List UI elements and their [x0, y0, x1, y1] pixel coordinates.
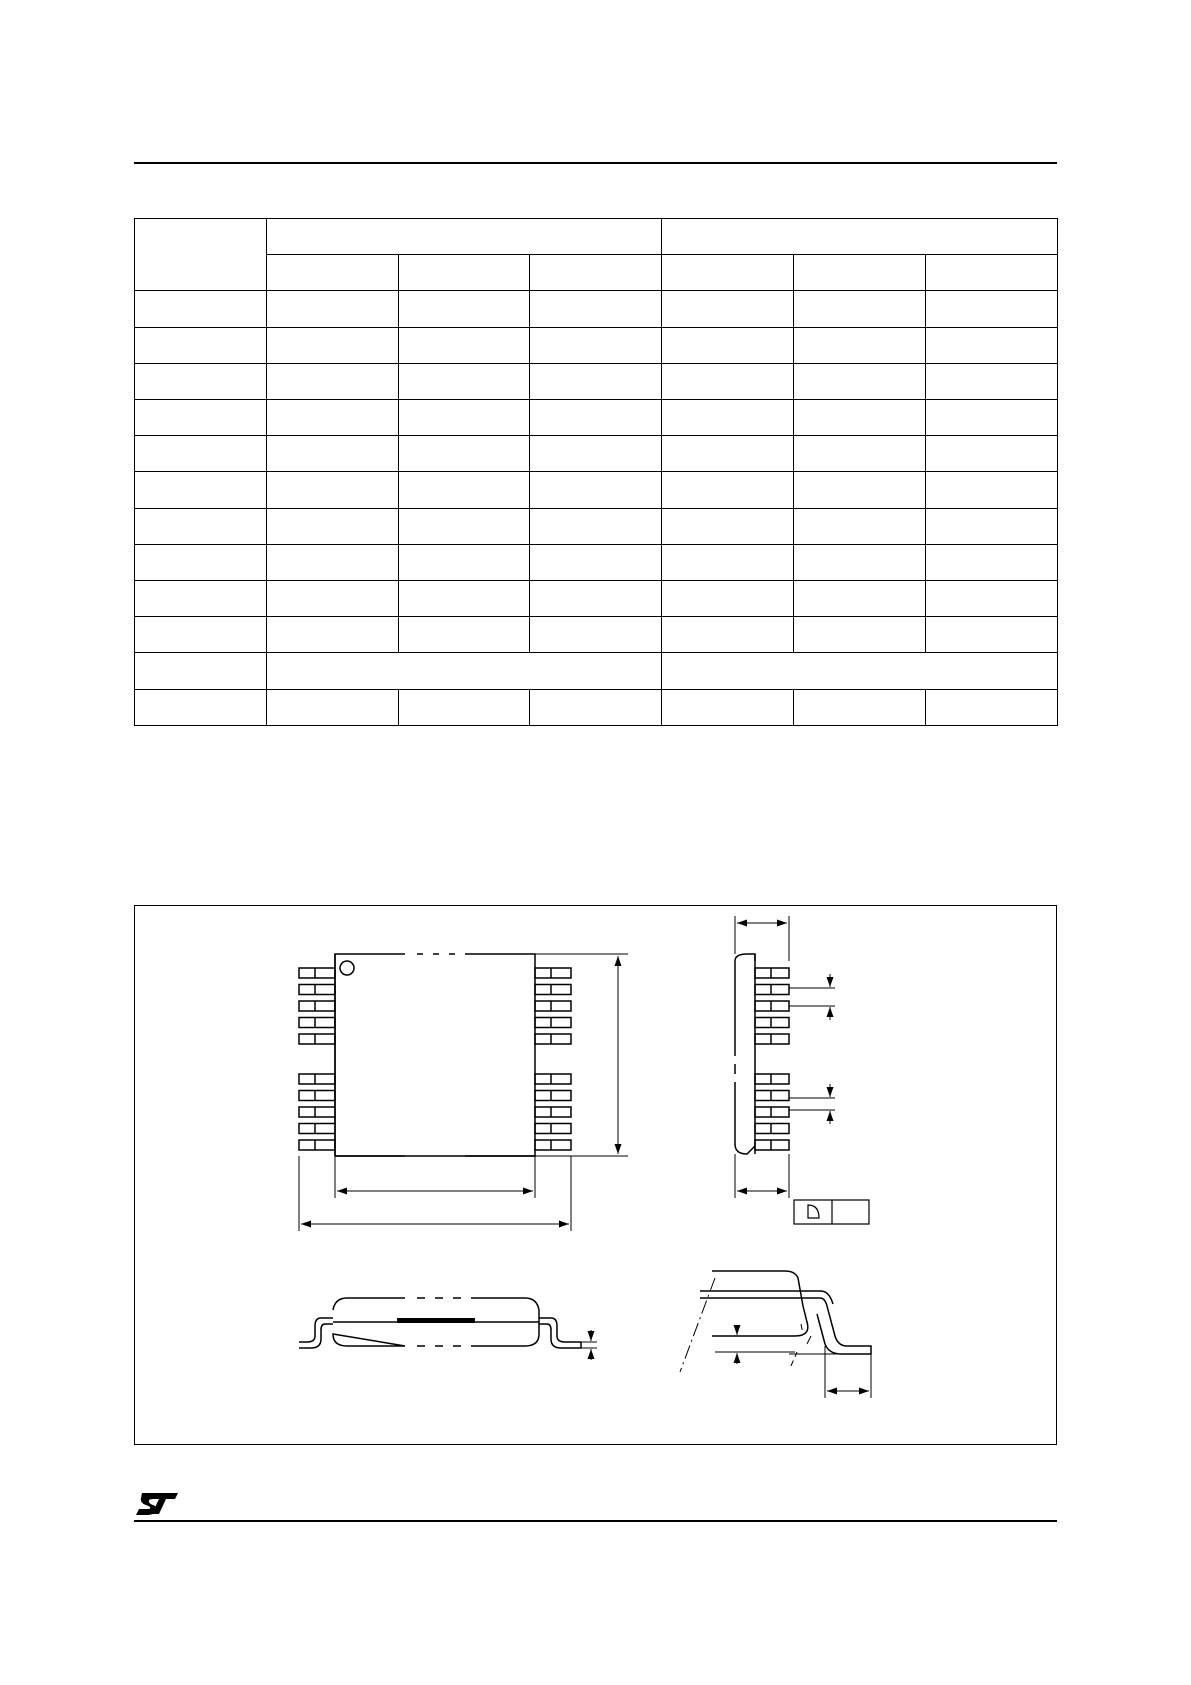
table-cell	[662, 617, 794, 653]
table-cell	[662, 508, 794, 544]
table-cell	[662, 581, 794, 617]
table-cell	[267, 327, 399, 363]
table-cell	[926, 255, 1058, 291]
header-rule	[134, 162, 1057, 164]
table-cell	[135, 617, 267, 653]
table-row	[135, 472, 1058, 508]
table-cell	[267, 291, 399, 327]
table-cell	[794, 363, 926, 399]
table-cell	[662, 544, 794, 580]
table-cell	[135, 581, 267, 617]
package-lead	[535, 1001, 571, 1011]
table-cell	[662, 653, 1058, 689]
package-lead	[755, 968, 789, 978]
table-cell	[530, 400, 662, 436]
table-cell	[926, 327, 1058, 363]
table-row-merged	[135, 653, 1058, 689]
table-cell	[794, 689, 926, 725]
package-lead	[299, 1001, 335, 1011]
table-cell	[267, 255, 399, 291]
package-lead	[535, 1140, 571, 1150]
table-cell	[267, 472, 399, 508]
table-header-row	[135, 219, 1058, 255]
table-cell	[399, 508, 530, 544]
package-lead	[755, 985, 789, 995]
package-lead	[535, 1074, 571, 1084]
table-cell	[399, 291, 530, 327]
table-cell	[662, 472, 794, 508]
table-cell	[662, 689, 794, 725]
table-cell	[794, 617, 926, 653]
package-lead	[299, 1107, 335, 1117]
table-cell	[926, 472, 1058, 508]
package-lead	[755, 1124, 789, 1134]
table-cell	[926, 617, 1058, 653]
table-cell	[135, 363, 267, 399]
top-view	[299, 954, 628, 1231]
table-cell	[399, 255, 530, 291]
st-logo-icon	[134, 1491, 184, 1517]
table-cell	[399, 689, 530, 725]
table-cell	[926, 581, 1058, 617]
table-cell	[267, 581, 399, 617]
package-lead	[755, 1034, 789, 1044]
table-cell	[794, 291, 926, 327]
package-lead	[299, 1018, 335, 1028]
table-cell	[399, 472, 530, 508]
package-lead	[299, 1091, 335, 1101]
table-cell	[135, 653, 267, 689]
package-lead	[755, 1140, 789, 1150]
table-row	[135, 617, 1058, 653]
table-cell	[530, 689, 662, 725]
table-cell	[399, 436, 530, 472]
table-cell	[530, 436, 662, 472]
table-cell	[399, 581, 530, 617]
table-row	[135, 291, 1058, 327]
package-drawing	[135, 906, 1056, 1444]
table-row	[135, 508, 1058, 544]
table-cell	[530, 544, 662, 580]
front-view	[299, 1298, 597, 1360]
table-cell	[530, 472, 662, 508]
table-cell	[662, 255, 794, 291]
package-lead	[535, 985, 571, 995]
table-cell	[135, 689, 267, 725]
table-cell	[926, 544, 1058, 580]
table-cell	[794, 472, 926, 508]
table-cell	[135, 508, 267, 544]
table-cell	[926, 689, 1058, 725]
table-cell	[926, 436, 1058, 472]
table-row	[135, 400, 1058, 436]
table-header-cell	[135, 219, 267, 291]
table-row	[135, 363, 1058, 399]
table-cell	[399, 400, 530, 436]
table-cell	[662, 400, 794, 436]
table-cell	[135, 436, 267, 472]
package-lead	[299, 1124, 335, 1134]
table-cell	[267, 400, 399, 436]
table-cell	[530, 255, 662, 291]
table-cell	[794, 508, 926, 544]
table-cell	[662, 327, 794, 363]
table-cell	[794, 581, 926, 617]
table-cell	[794, 327, 926, 363]
table-cell	[794, 400, 926, 436]
table-cell	[267, 508, 399, 544]
table-cell	[267, 544, 399, 580]
table-cell	[794, 255, 926, 291]
package-lead	[535, 1034, 571, 1044]
dimensions-table	[134, 218, 1058, 726]
table-cell	[530, 617, 662, 653]
table-cell	[926, 363, 1058, 399]
table-cell	[530, 581, 662, 617]
table-header-cell	[662, 219, 1058, 255]
table-row	[135, 327, 1058, 363]
table-cell	[662, 436, 794, 472]
package-lead	[535, 1091, 571, 1101]
table-subheader-row	[135, 255, 1058, 291]
table-row	[135, 436, 1058, 472]
table-row	[135, 544, 1058, 580]
table-cell	[926, 508, 1058, 544]
lead-detail-view	[680, 1271, 871, 1398]
table-cell	[662, 363, 794, 399]
table-header-cell	[267, 219, 662, 255]
table-cell	[267, 617, 399, 653]
package-lead	[755, 1107, 789, 1117]
table-cell	[926, 291, 1058, 327]
table-cell	[399, 617, 530, 653]
package-lead	[535, 1107, 571, 1117]
table-cell	[267, 689, 399, 725]
table-cell	[135, 544, 267, 580]
package-lead	[755, 1074, 789, 1084]
table-cell	[794, 436, 926, 472]
package-lead	[535, 1018, 571, 1028]
table-cell	[794, 544, 926, 580]
table-cell	[267, 436, 399, 472]
package-lead	[755, 1091, 789, 1101]
footer-rule	[134, 1520, 1057, 1522]
table-cell	[662, 291, 794, 327]
package-lead	[535, 968, 571, 978]
table-cell	[267, 363, 399, 399]
table-cell	[135, 400, 267, 436]
package-lead	[299, 985, 335, 995]
table-cell	[399, 327, 530, 363]
table-cell	[135, 327, 267, 363]
table-row	[135, 689, 1058, 725]
package-lead	[535, 1124, 571, 1134]
side-view	[735, 916, 869, 1224]
package-lead	[299, 1074, 335, 1084]
table-row	[135, 581, 1058, 617]
table-cell	[399, 363, 530, 399]
table-cell	[530, 508, 662, 544]
table-cell	[530, 327, 662, 363]
table-cell	[530, 291, 662, 327]
table-cell	[926, 400, 1058, 436]
table-cell	[135, 472, 267, 508]
package-lead	[299, 1034, 335, 1044]
package-lead	[755, 1001, 789, 1011]
package-lead	[755, 1018, 789, 1028]
package-lead	[299, 1140, 335, 1150]
package-lead	[299, 968, 335, 978]
table-cell	[530, 363, 662, 399]
table-cell	[399, 544, 530, 580]
table-cell	[267, 653, 662, 689]
table-cell	[135, 291, 267, 327]
package-drawing-frame	[134, 905, 1057, 1445]
